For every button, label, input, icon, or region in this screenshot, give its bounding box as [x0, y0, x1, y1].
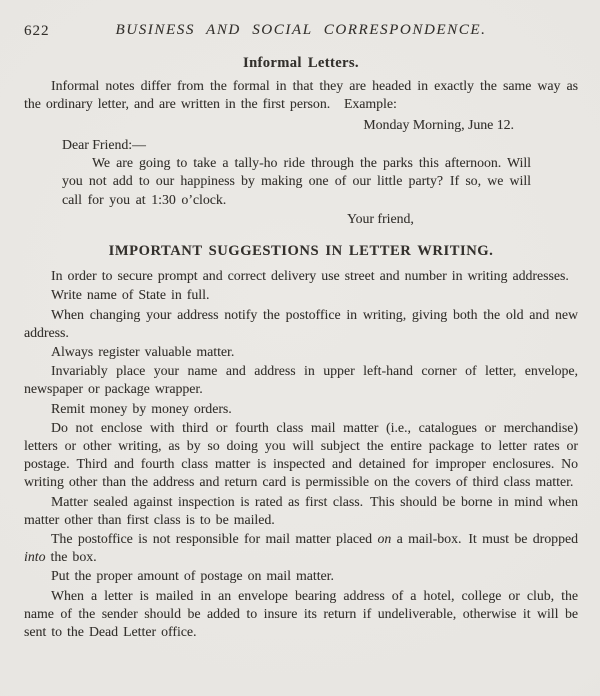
running-head — [24, 22, 578, 42]
suggestion-paragraph-7: Do not enclose with third or fourth class mail matter (i.e., catalogues or merchandise) letters or other writing, as by so doing you will subject the entire package to letter rates or postage. Third and fourth class matter is inspected and detained for improper enclosures. No writing other than the address and return card is permissible on the covers of third class matter. — [24, 419, 578, 490]
suggestion-paragraph-postage: Put the proper amount of postage on mail matter. — [51, 568, 334, 584]
text-fragment: the box. — [45, 549, 97, 565]
intro-paragraph: Informal notes differ from the formal in that they are headed in exactly the same way as the ordinary letter, and are written in the first person. Example: — [24, 78, 578, 112]
italic-word-on: on — [377, 531, 392, 547]
suggestions-heading: IMPORTANT SUGGESTIONS IN LETTER WRITING. — [108, 243, 494, 260]
suggestion-paragraph-dead-letter: When a letter is mailed in an envelope bearing address of a hotel, college or club, the name of the sender should be added to insure its return if undeliverable, otherwise it will be sent to the Dead Letter office. — [24, 587, 578, 640]
suggestion-paragraph-2: Write name of State in full. — [51, 287, 210, 303]
running-title: BUSINESS AND SOCIAL CORRESPONDENCE. — [115, 22, 487, 38]
suggestion-paragraph-6: Remit money by money orders. — [51, 400, 232, 416]
text-fragment: a mail-box. It must be dropped — [391, 531, 578, 547]
suggestion-paragraph-mailbox — [24, 530, 578, 566]
informal-letters-heading: Informal Letters. — [243, 55, 359, 71]
example-letter — [24, 116, 578, 228]
suggestion-paragraph-8: Matter sealed against inspection is rated as first class. This should be borne in mind when matter other than first class is to be mailed. — [24, 493, 578, 527]
letter-dateline: Monday Morning, June 12. — [363, 117, 514, 133]
letter-body: We are going to take a tally-ho ride through the parks this afternoon. Will you not add to our happiness by making one of our little party? If so, we will call for you at 1:30 o’clock. — [62, 154, 531, 207]
suggestion-paragraph-3: When changing your address notify the postoffice in writing, giving both the old and new address. — [24, 306, 578, 340]
letter-closing: Your friend, — [347, 211, 414, 227]
text-fragment: The postoffice is not responsible for mail matter placed — [51, 531, 378, 547]
letter-salutation: Dear Friend:— — [62, 136, 146, 152]
page-number: 622 — [24, 23, 50, 39]
suggestion-paragraph-1: In order to secure prompt and correct delivery use street and number in writing addresses. — [51, 268, 569, 284]
suggestion-paragraph-5: Invariably place your name and address in upper left-hand corner of letter, envelope, newspaper or package wrapper. — [24, 363, 578, 397]
italic-word-into: into — [24, 549, 46, 565]
suggestion-paragraph-4: Always register valuable matter. — [51, 344, 235, 360]
